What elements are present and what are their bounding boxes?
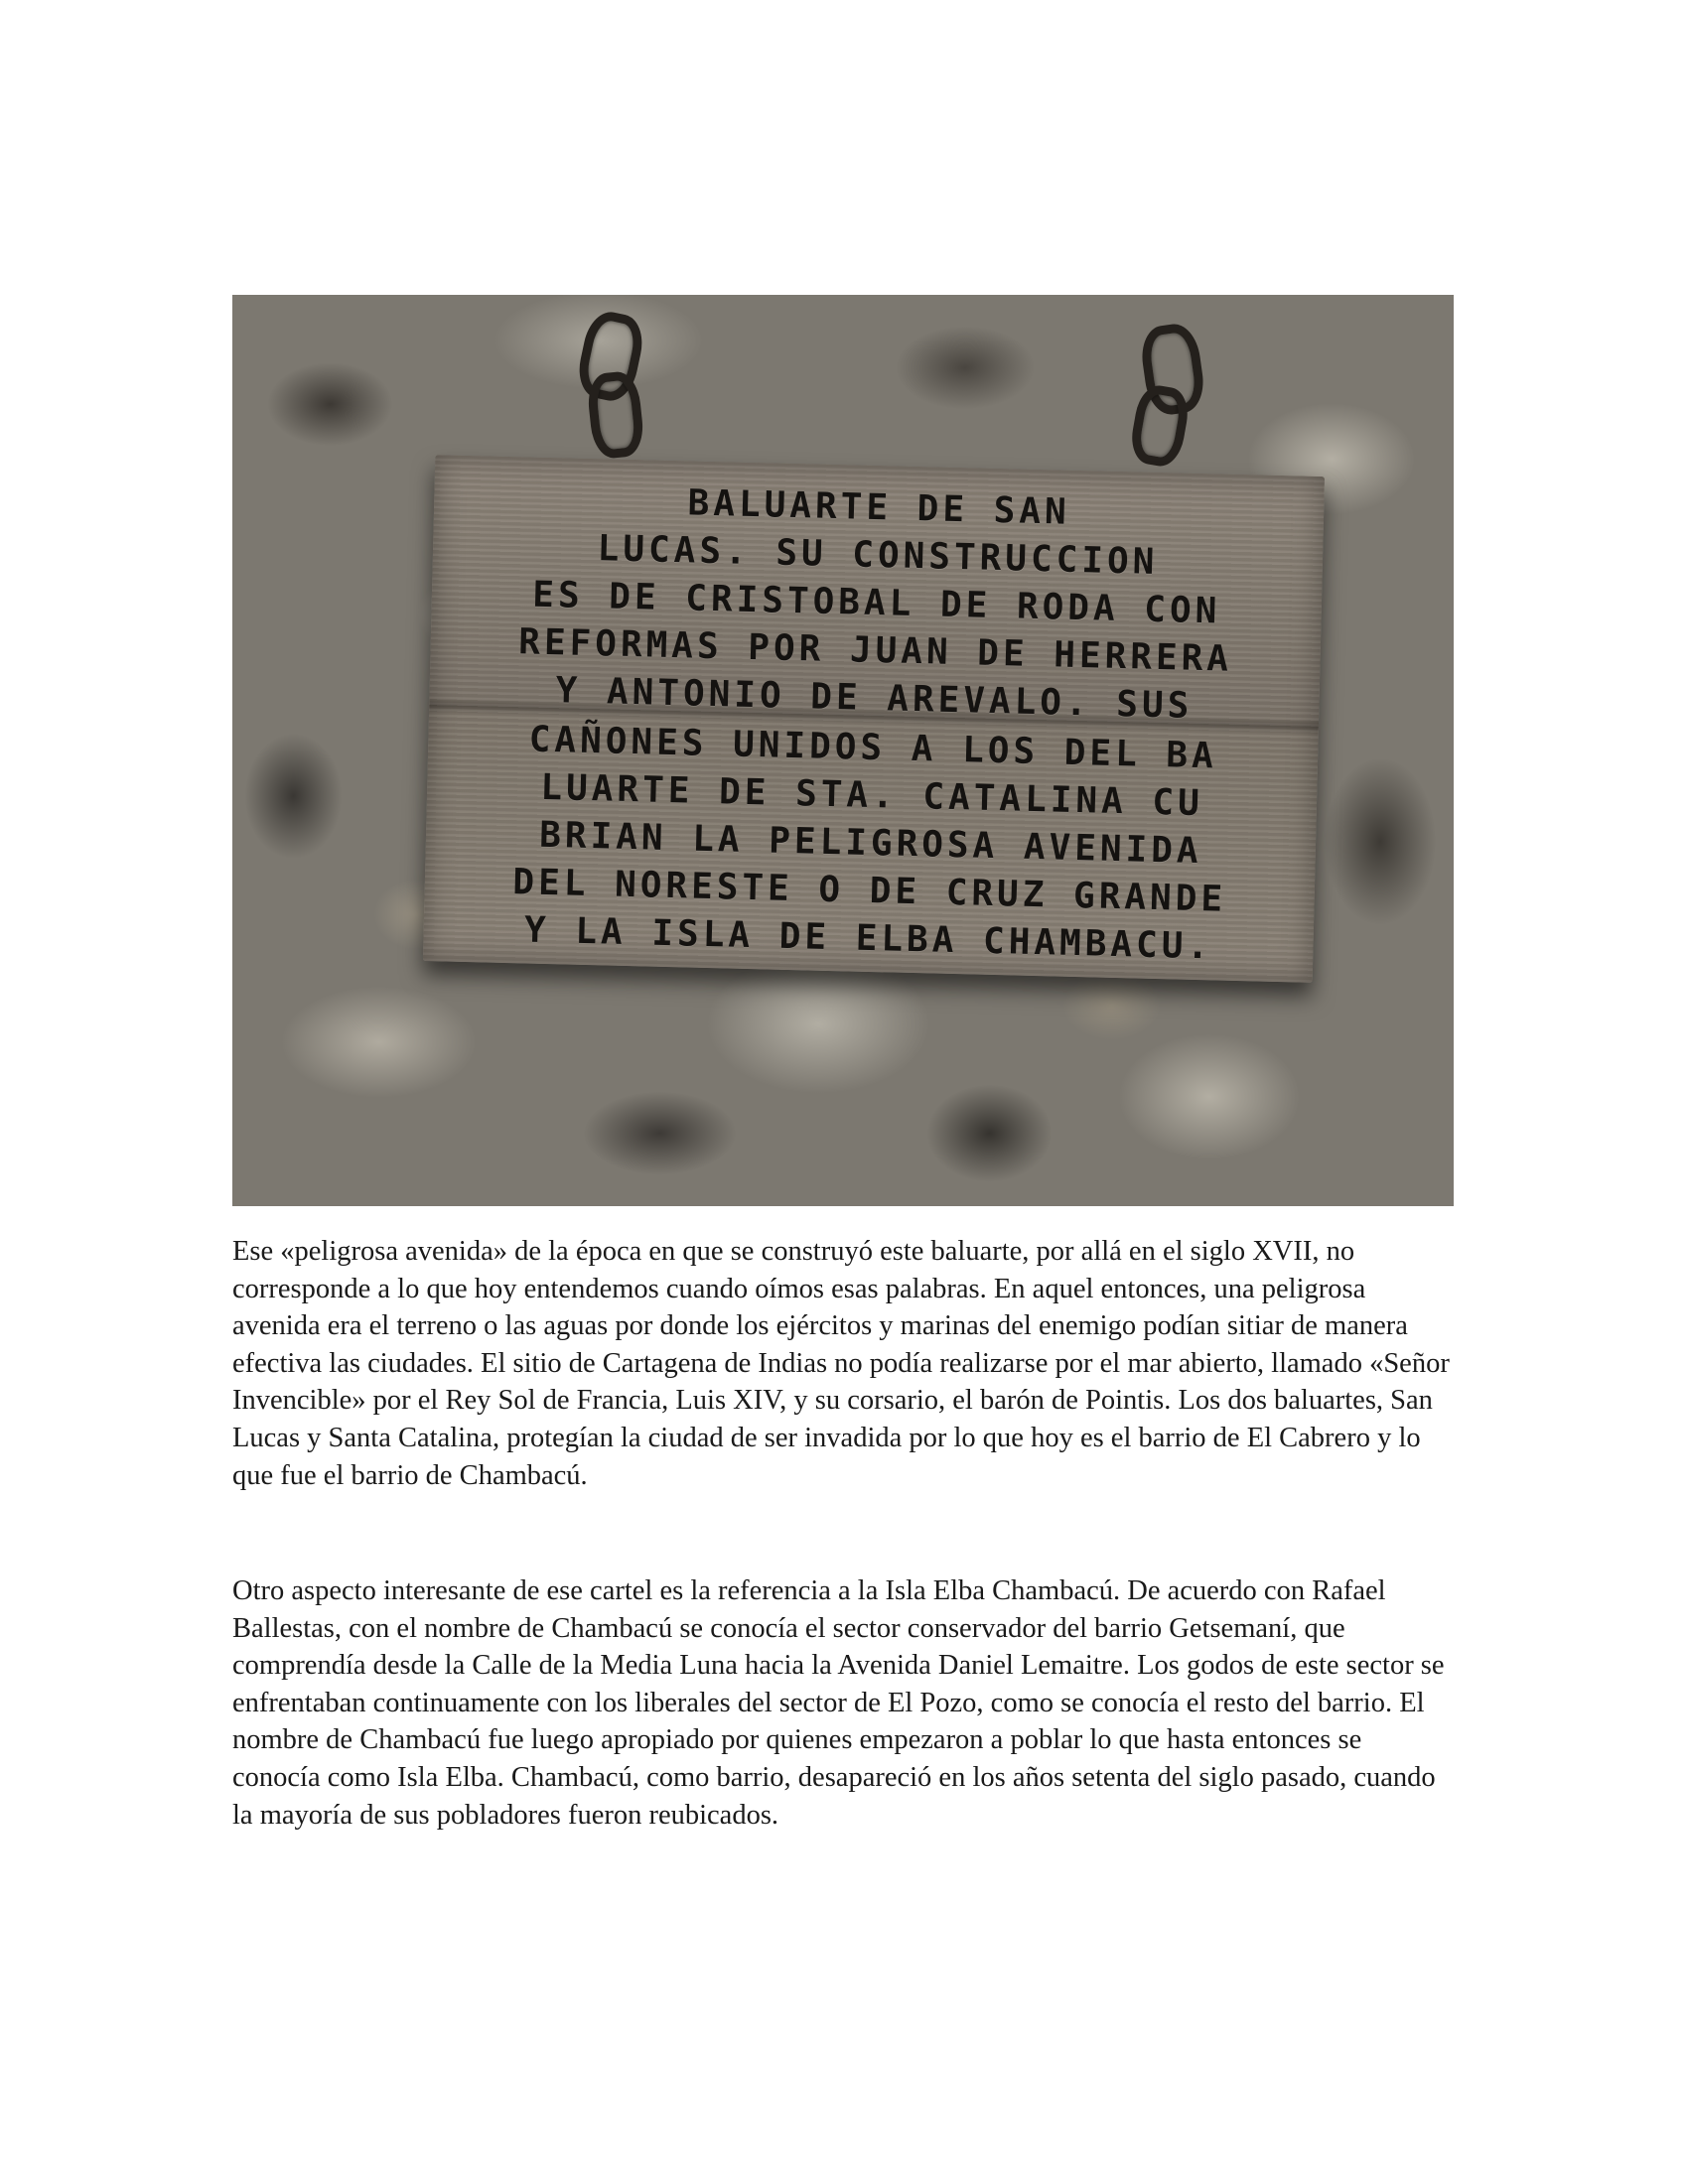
- sign-line: Y LA ISLA DE ELBA CHAMBACU.: [523, 909, 1213, 968]
- sign-line: BALUARTE DE SAN: [687, 482, 1071, 533]
- sign-line: LUCAS. SU CONSTRUCCION: [597, 528, 1159, 583]
- sign-line: REFORMAS POR JUAN DE HERRERA: [517, 621, 1233, 680]
- sign-line: CAÑONES UNIDOS A LOS DEL BA: [528, 719, 1218, 777]
- sign-line: DEL NORESTE O DE CRUZ GRANDE: [511, 862, 1227, 920]
- sign-line: Y ANTONIO DE AREVALO. SUS: [555, 670, 1194, 727]
- chain-link-right-lower: [1127, 382, 1192, 470]
- sign-photo: [232, 295, 1454, 1206]
- paragraph-isla-elba-chambacu: Otro aspecto interesante de ese cartel es la referencia a la Isla Elba Chambacú. De acuerdo con Rafael Ballestas, con el nombre de Chambacú se conocía el sector conservador del barrio Getsemaní, que comprendía desde la Calle de la Media Luna hacia la Avenida Daniel Lemaitre. Los godos de este sector se enfrentaban continuamente con los liberales del sector de El Pozo, como se conocía el resto del barrio. El nombre de Chambacú fue luego apropiado por quienes empezaron a poblar lo que hasta entonces se conocía como Isla Elba. Chambacú, como barrio, desapareció en los años setenta del siglo pasado, cuando la mayoría de sus pobladores fueron reubicados.: [232, 1575, 1445, 1831]
- sign-line: ES DE CRISTOBAL DE RODA CON: [531, 574, 1221, 632]
- paragraph-peligrosa-avenida: Ese «peligrosa avenida» de la época en que se construyó este baluarte, por allá en el siglo XVII, no corresponde a lo que hoy entendemos cuando oímos esas palabras. En aquel entonces, una peligrosa avenida era el terreno o las aguas por donde los ejércitos y marinas del enemigo podían sitiar de manera efectiva las ciudades. El sitio de Cartagena de Indias no podía realizarse por el mar abierto, llamado «Señor Invencible» por el Rey Sol de Francia, Luis XIV, y su corsario, el barón de Pointis. Los dos baluartes, San Lucas y Santa Catalina, protegían la ciudad de ser invadida por lo que hoy es el barrio de El Cabrero y lo que fue el barrio de Chambacú.: [232, 1236, 1450, 1491]
- sign-line: BRIAN LA PELIGROSA AVENIDA: [538, 814, 1203, 873]
- wooden-sign: [423, 455, 1325, 983]
- chain-link-left-lower: [586, 370, 646, 461]
- sign-line: LUARTE DE STA. CATALINA CU: [539, 766, 1204, 825]
